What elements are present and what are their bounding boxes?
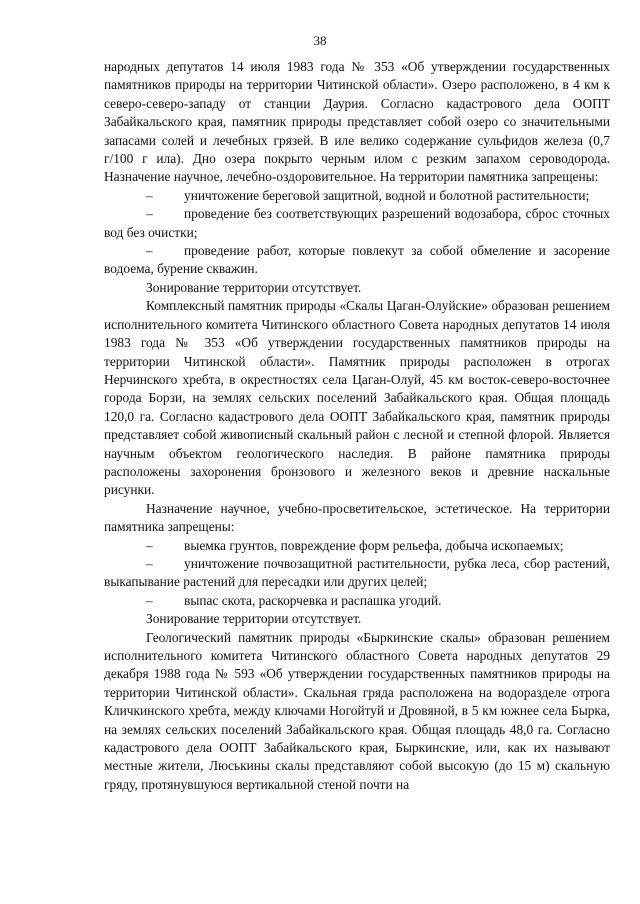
- list-dash: –: [146, 206, 153, 222]
- list-item: [104, 205, 610, 242]
- list-item: [104, 537, 610, 555]
- list-dash: –: [146, 555, 153, 571]
- list-item-text: выемка грунтов, повреждение форм рельефа, добыча ископаемых;: [184, 537, 564, 553]
- list-item: [104, 242, 610, 279]
- list-item-text: проведение работ, которые повлекут за собой обмеление и засорение водоема, бурение скважин.: [104, 243, 610, 277]
- page-number: 38: [313, 33, 327, 48]
- paragraph: Назначение научное, учебно-просветительское, эстетическое. На территории памятника запрещены:: [104, 500, 610, 535]
- paragraph: Зонирование территории отсутствует.: [146, 611, 362, 627]
- list-item-text: уничтожение береговой защитной, водной и болотной растительности;: [184, 187, 590, 203]
- list-dash: –: [146, 592, 153, 608]
- list-item: [104, 187, 610, 205]
- list-item: [104, 592, 610, 610]
- list-item-text: уничтожение почвозащитной растительности, рубка леса, сбор растений, выкапывание растений для пересадки или других целей;: [104, 555, 610, 590]
- paragraph: Геологический памятник природы «Быркинские скалы» образован решением исполнительного комитета Читинского областного Совета народных депутатов 29 декабря 1988 года № 593 «Об утверждении государственных памятников природы на территории Читинской области». Скальная гряда расположена на водоразделе отрога Кличкинского хребта, между ключами Ногойтуй и Дровяной, в 5 км южнее села Бырка, на землях сельских поселений Забайкальского края. Общая площадь 48,0 га. Согласно кадастрового дела ООПТ Забайкальского края, Быркинские, или, как их называют местные жители, Люськины скалы представляют собой высокую (до 15 м) скальную гряду, протянувшуюся вертикальной стеной почти на: [104, 629, 610, 792]
- list-item: [104, 555, 610, 592]
- document-body: [104, 58, 610, 794]
- list-item-text: выпас скота, раскорчевка и распашка угодий.: [184, 592, 442, 608]
- paragraph: Зонирование территории отсутствует.: [146, 279, 362, 295]
- paragraph: Комплексный памятник природы «Скалы Цаган-Олуйские» образован решением исполнительного комитета Читинского областного Совета народных депутатов 14 июля 1983 года № 353 «Об утверждении государственных памятников природы на территории Читинской области». Памятник природы расположен в отрогах Нерчинского хребта, в окрестностях села Цаган-Олуй, 45 км восток-северо-восточнее города Борзи, на землях сельских поселений Забайкальского края. Общая площадь 120,0 га. Согласно кадастрового дела ООПТ Забайкальского края, памятник природы представляет собой живописный скальный район с лесной и степной флорой. Является научным объектом геологического наследия. В районе памятника природы расположены захоронения бронзового и железного веков и древние наскальные рисунки.: [104, 298, 610, 498]
- paragraph: народных депутатов 14 июля 1983 года № 353 «Об утверждении государственных памятников природы на территории Читинской области». Озеро расположено, в 4 км к северо-северо-западу от станции Даурия. Согласно кадастрового дела ООПТ Забайкальского края, памятник природы представляет собой озеро со значительными запасами солей и лечебных грязей. В иле велико содержание сульфидов железа (0,7 г/100 г ила). Дно озера покрыто черным илом с резким запахом сероводорода. Назначение научное, лечебно-оздоровительное. На территории памятника запрещены:: [104, 59, 610, 185]
- list-dash: –: [146, 537, 153, 553]
- list-item-text: проведение без соответствующих разрешений водозабора, сброс сточных вод без очистки;: [104, 206, 610, 240]
- list-dash: –: [146, 243, 153, 259]
- list-dash: –: [146, 187, 153, 203]
